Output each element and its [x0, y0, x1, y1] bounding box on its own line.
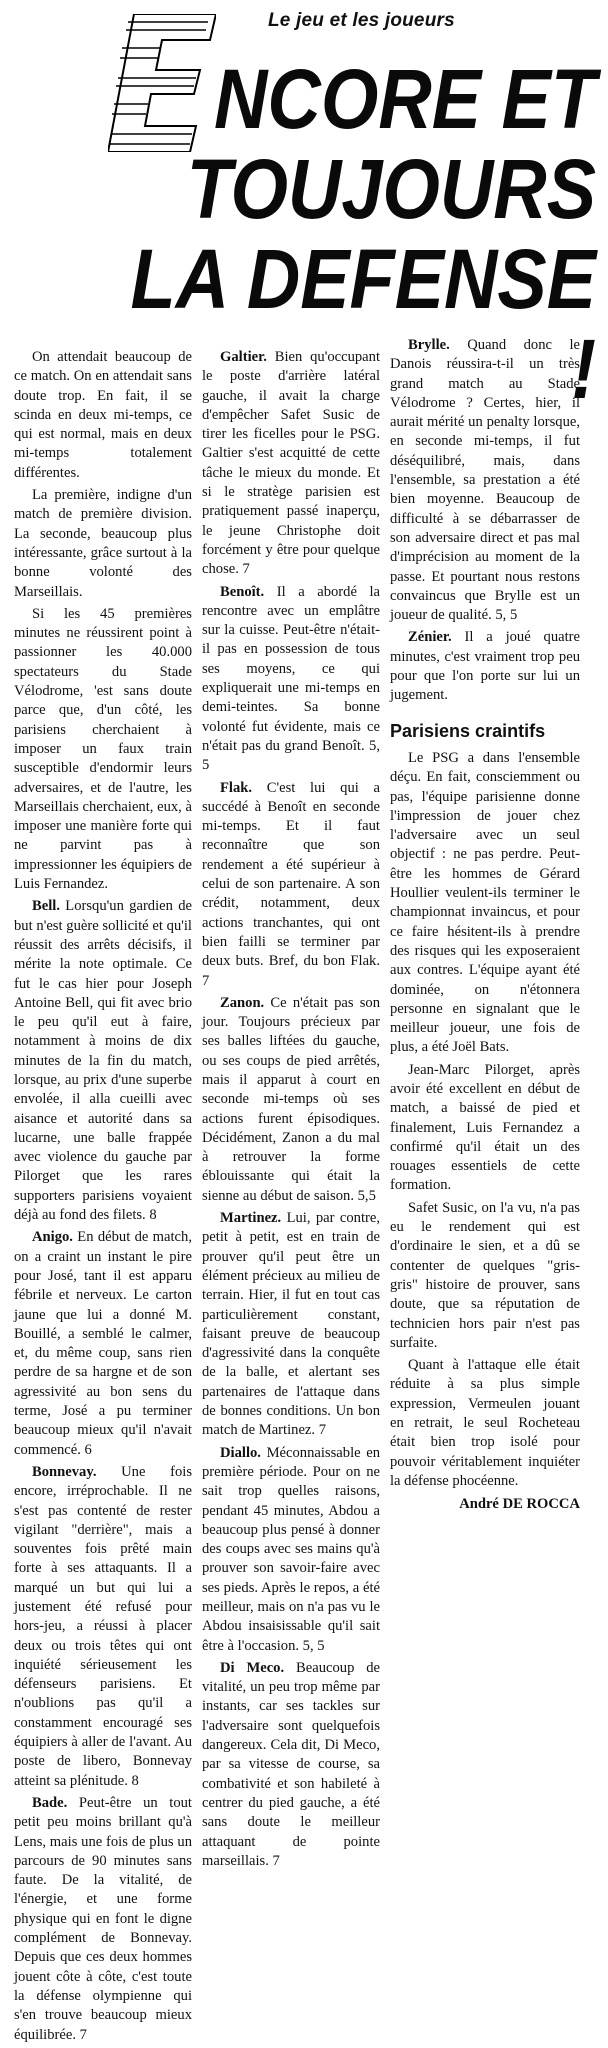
headline-initial-text: E: [108, 14, 109, 15]
player-name: Bonnevay.: [32, 1463, 97, 1480]
player-text: En début de match, on a craint un instant le pire pour José, tant il est apparu fébrile et nerveux. Le carton jaune que lui a donné M. Bouillé, a semblé le calmer, et, du même coup, sans rien perdre de sa hargne et de son agressivité au bon sens du terme, José a pu terminer beaucoup mieux qu'il n'avait commencé. 6: [14, 1229, 192, 1458]
intro-paragraph: Si les 45 premières minutes ne réussirent point à passionner les 40.000 spectateurs du Stade Vélodrome, 'est sans doute parce que, d'un côté, les parisiens cherchaient à imposer un faux train susceptible d'endormir leurs adversaires, et de l'autre, les Marseillais cherchaient, eux, à imposer une manière forte qui ne parvint pas à impressionner les équipiers de Luis Fernandez.: [14, 605, 192, 893]
player-rating-diallo: [202, 1444, 380, 1656]
player-text: Il a abordé la rencontre avec un emplâtre sur la cuisse. Peut-être n'était-il pas en possession de tous ses moyens, ce qui expliquerait une mi-temps en demi-teintes. Sa bonne volonté fut évidente, mais ce n'était pas du grand Benoît. 5, 5: [202, 583, 380, 774]
player-text: Méconnaissable en première période. Pour on ne sait trop quelles raisons, pendant 45 minutes, Abdou a beaucoup plus pensé à donner des coups avec ses mains qu'à prouver son savoir-faire avec ses pieds. Après le repos, a été meilleur, mais on n'a pas vu le Abdou insaisissable qu'il sait être à l'occasion. 5, 5: [202, 1444, 380, 1654]
player-text: Beaucoup de vitalité, un peu trop même par instants, car ses tackles sur l'adversaire sont quelquefois dangereux. Cela dit, Di Meco, par sa vitesse de course, sa combativité et son habileté à centrer du pied gauche, a été sans doute le meilleur attaquant de pointe marseillais. 7: [202, 1659, 381, 1869]
player-name: Benoît.: [220, 583, 265, 600]
player-name: Anigo.: [32, 1229, 73, 1246]
player-text: Peut-être un tout petit peu moins brillant qu'à Lens, mais une fois de plus un parcours de 90 minutes sans faute. De la vitalité, de l'énergie, et une forme physique qui en font le digne complément de Bonnevay. Depuis que ces deux hommes jouent côte à côte, c'est toute la défense olympienne qui s'en trouve beaucoup mieux équilibrée. 7: [14, 1794, 192, 2043]
headline-line-1: NCORE ET: [214, 52, 596, 146]
intro-paragraph: La première, indigne d'un match de première division. La seconde, beaucoup plus intéressante, grâce surtout à la bonne volonté des Marseillais.: [14, 487, 192, 600]
player-rating-dimeco: [202, 1659, 380, 1871]
section-subheading: Parisiens craintifs: [390, 720, 546, 741]
player-text: Il a joué quatre minutes, c'est vraiment trop peu pour que l'on porte sur lui un jugement.: [390, 629, 580, 704]
author-signature: André DE ROCCA: [459, 1496, 580, 1513]
player-rating-galtier: [202, 348, 380, 580]
article-column-3: [390, 336, 580, 1518]
player-rating-zenier: [390, 628, 580, 705]
article-column-1: [14, 348, 192, 2048]
kicker: Le jeu et les joueurs: [268, 10, 455, 31]
player-rating-bonnevay: [14, 1463, 192, 1791]
player-rating-flak: [202, 779, 380, 991]
player-text: Lorsqu'un gardien de but n'est guère sollicité et qu'il réussit des arrêts décisifs, il mérite la note optimale. Ce fut le cas hier pour Joseph Antoine Bell, qui fit avec brio le peu qu'il eut à faire, notamment à moins de dix minutes de la fin du match, lorsque, au prix d'une superbe envolée, il alla cueilli avec aisance et autorité dans sa lucarne, une balle frappée avec violence du gauche par Pilorget que les rares supporters parisiens voyaient déjà au fond des filets. 8: [14, 898, 192, 1224]
player-rating-anigo: [14, 1228, 192, 1460]
player-text: Une fois encore, irréprochable. Il ne s'est pas contenté de rester vigilant "derrière", mais a souventes fois prêté main forte à ses attaquants. Il a marqué un but qui lui a justement été refusé pour hors-jeu, a réussi à placer deux ou trois têtes qui ont inquiété sérieusement les défenseurs parisiens. Et n'oublions pas qu'il a constamment encouragé ses équipiers à aller de l'avant. Au poste de libero, Bonnevay atteint sa plénitude. 8: [14, 1463, 192, 1789]
paris-paragraph: Safet Susic, on l'a vu, n'a pas eu le rendement qui est d'ordinaire le sien, et a dû se contenter de quelques "gris-gris" histoire de prouver, sans doute, que sa réputation de technicien hors pair n'est pas surfaite.: [390, 1199, 580, 1351]
player-rating-bell: [14, 897, 192, 1225]
player-name: Bell.: [32, 898, 60, 915]
player-text: Bien qu'occupant le poste d'arrière latéral gauche, il avait la charge d'empêcher Safet Susic de tirer les ficelles pour le PSG. Galtier s'est acquitté de cette tâche le mieux du monde. Et si le stratège parisien est pratiquement passé inaperçu, le jeune Christophe doit forcément y être pour quelque chose. 7: [202, 349, 380, 578]
player-rating-zanon: [202, 994, 380, 1206]
player-name: Zanon.: [220, 994, 265, 1011]
player-text: C'est lui qui a succédé à Benoît en seconde mi-temps. Et il faut reconnaître que son rendement a été supérieur à celui de son partenaire. A son crédit, notamment, deux actions tranchantes, qui ont bien failli se terminer par deux buts. Bref, du bon Flak. 7: [202, 779, 380, 989]
player-text: Lui, par contre, petit à petit, est en train de prouver qu'il peut être un élément précieux au milieu de terrain. Hier, il fut en tout cas particulièrement constant, faisant preuve de beaucoup d'agressivité dans la conquête de la balle, et alertant ses partenaires de l'attaque dans de bonnes conditions. Un bon match de Martinez. 7: [202, 1210, 380, 1439]
headline-line-3: LA DEFENSE !: [130, 232, 596, 416]
player-rating-bade: [14, 1794, 192, 2045]
player-name: Zénier.: [408, 629, 452, 646]
player-name: Bade.: [32, 1794, 68, 1811]
player-text: Ce n'était pas son jour. Toujours précieux par ses balles liftées du gauche, ou ses coups de pied arrêtés, mais il apparut à court en seconde mi-temps où ses actions furent épisodiques. Décidément, Zanon a du mal à retrouver la forme éblouissante qui était la sienne au début de saison. 5,5: [202, 994, 380, 1204]
headline-line-2: TOUJOURS: [186, 142, 596, 236]
article-column-2: [202, 348, 380, 1874]
paris-paragraph: Quant à l'attaque elle était réduite à sa plus simple expression, Vermeulen jouant en retrait, le seul Rocheteau était bien trop isolé pour pouvoir véritablement inquiéter la défense phocéenne.: [390, 1357, 580, 1489]
player-text: Quand donc le Danois réussira-t-il un très grand match au Stade Vélodrome ? Certes, hier, il aurait mérité un penalty lorsque, en seconde mi-temps, il fut déséquilibré, mais, dans l'ensemble, sa prestation a été bien moyenne. Beaucoup de difficulté à se débarrasser de son adversaire direct et pas mal d'imprécision au moment de la passe. Et pourtant nous restons convaincus que Brylle est un joueur de qualité. 5, 5: [390, 337, 580, 624]
intro-paragraph: On attendait beaucoup de ce match. On en attendait sans doute trop. En fait, il se scinda en deux mi-temps, ce qui est normal, mais en deux mi-temps totalement différentes.: [14, 349, 192, 481]
player-name: Galtier.: [220, 349, 267, 365]
paris-paragraph: Le PSG a dans l'ensemble déçu. En fait, consciemment ou pas, l'équipe parisienne donne l'impression de jouer chez l'adversaire avec un seul objectif : ne pas perdre. Peut-être les hommes de Gérard Houllier veulent-ils terminer le championnat invaincus, et pour ce faire hésitent-ils à prendre des risques qui les exposeraient aux contres. L'équipe ayant été dominée, on n'étonnera personne en signalant que le meilleur joueur, une fois de plus, a été Joël Bats.: [390, 749, 580, 1056]
player-name: Flak.: [220, 779, 253, 796]
player-name: Di Meco.: [220, 1659, 285, 1676]
player-rating-benoit: [202, 583, 380, 776]
player-rating-martinez: [202, 1209, 380, 1441]
paris-paragraph: Jean-Marc Pilorget, après avoir été excellent en début de match, a baissé de pied et finalement, Luis Fernandez a confirmé qu'il était un des rouages essentiels de cette formation.: [390, 1061, 580, 1194]
player-name: Martinez.: [220, 1210, 282, 1227]
player-name: Brylle.: [408, 337, 450, 353]
player-name: Diallo.: [220, 1444, 261, 1461]
player-rating-brylle: [390, 336, 580, 625]
